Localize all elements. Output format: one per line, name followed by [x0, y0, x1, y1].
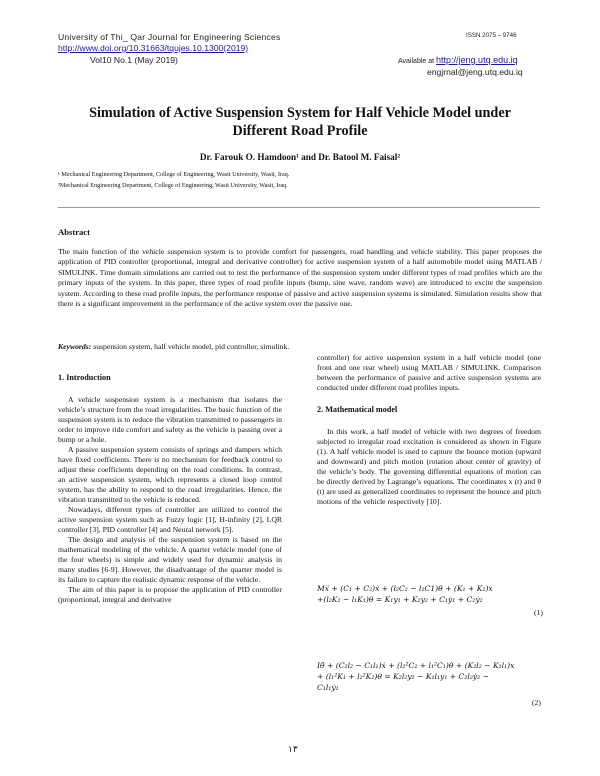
intro-paragraph-4: The design and analysis of the suspension system is based on the mathematical modeling of the vehicle. A quarter vehicle model (one of the four wheels) is simple and widely used for dynamic analysis in many studies [6-9]. However, the disadvantage of the quarter model is its failure to capture the realistic dynamic response of the vehicle.: [58, 535, 282, 584]
intro-paragraph-3: Nowadays, different types of controller are utilized to control the active suspension system such as Fuzzy logic [1], H-infinity [2], LQR controller [3], PID controller [4] and Neural network [5].: [58, 505, 282, 534]
model-paragraph-1: In this work, a half model of vehicle with two degrees of freedom subjected to irregular road excitation is considered as shown in Figure (1). A half vehicle model is used to capture the bounce motion (upward and downward) and pitch motion (rotation about center of gravity) of the vehicle’s body. The governing differential equations of motion can be directly derived by Lagrange’s equations. The coordinates x (t) and θ (t) are used as generalized coordinates to represent the bounce and pitch motions of the vehicle respectively [10].: [317, 427, 541, 506]
keywords: [58, 342, 542, 351]
journal-email: engjrnal@jeng.utq.edu.iq: [427, 67, 523, 77]
equation-1-line-2: +(l₂K₂ − l₁K₁)θ = K₁y₁ + K₂y₂ + C₁ẏ₁ + C₂ẏ₂: [317, 595, 483, 604]
author-list: Dr. Farouk O. Hamdoon¹ and Dr. Batool M. Faisal²: [199, 152, 401, 162]
intro-paragraph-5-continued: controller) for active suspension system in a half vehicle model (one front and one rear wheel) using MATLAB / SIMULINK. Comparison between the performance of passive and active suspension systems are conducted under different road profiles inputs.: [317, 353, 541, 392]
section-2-heading: 2. Mathematical model: [317, 405, 398, 414]
intro-paragraph-2: A passive suspension system consists of springs and dampers which have fixed coefficients. There is no mechanism for feedback control to adjust these coefficients depending on the road conditions. In contrast, an active suspension system, which represents a closed loop control system, has the ability to respond to the road irregularities. Hence, the vibration transmitted to the vehicle is reduced.: [58, 445, 282, 504]
keywords-text: suspension system, half vehicle model, pid controller, simulink.: [91, 342, 290, 351]
equation-2-line-3: C₁l₁ẏ₁: [317, 683, 339, 692]
journal-site-link[interactable]: http://jeng.utq.edu.iq: [436, 55, 518, 65]
intro-paragraph-1: A vehicle suspension system is a mechanism that isolates the vehicle’s structure from the road irregularities. The basic function of the suspension system is to reduce the vibration transmitted to passengers in order to improve ride comfort and safety as the vehicle is passing over a bump or a hole.: [58, 395, 282, 444]
right-column: [317, 353, 541, 507]
equation-1-number: (1): [534, 608, 543, 617]
keywords-label: Keywords:: [58, 342, 92, 351]
left-column: [58, 373, 282, 605]
affiliation-2: ²Mechanical Engineering Department, College of Engineering, Wasit University, Wasit, Iraq.: [58, 182, 288, 189]
available-label: Available at: [398, 58, 435, 65]
equation-2-line-1: Iθ̈ + (C₂l₂ − C₁l₁)ẋ + (l₂²C₂ + l₁²C₁)θ̇ + (K₂l₂ − K₁l₁)x: [317, 661, 515, 670]
section-1-heading: 1. Introduction: [58, 373, 111, 382]
paper-title: Simulation of Active Suspension System for Half Vehicle Model under Different Road Profile: [89, 105, 511, 139]
divider: [58, 207, 540, 208]
journal-name: University of Thi_ Qar Journal for Engineering Sciences: [58, 32, 281, 42]
abstract-heading: Abstract: [58, 227, 90, 237]
intro-paragraph-5: The aim of this paper is to propose the application of PID controller (proportional, integral and derivative: [58, 585, 282, 604]
equation-1-line-1: Mẍ + (C₁ + C₂)ẋ + (l₂C₂ − l₁C1)θ̇ + (K₁ + K₂)x: [317, 584, 493, 593]
equation-1: [317, 583, 543, 605]
doi-link[interactable]: http://www.doi.org/10.31663/tqujes.10.1300(2019): [58, 43, 249, 53]
affiliation-1: ¹ Mechanical Engineering Department, College of Engineering, Wasit University, Wasit, Iraq.: [58, 171, 290, 178]
page-number: ١٣: [288, 745, 298, 755]
equation-2: [317, 660, 543, 693]
abstract-text: The main function of the vehicle suspension system is to provide comfort for passengers, road handling and vehicle stability. This paper proposes the application of PID controller (proportional, integral and derivative controller) for active suspension system of a half automobile model using MATLAB / SIMULINK. Time domain simulations are carried out to test the performance of the suspension system under different types of road profiles which are the primary inputs of the system. In this paper, three types of road profile inputs (bump, sine wave, random wave) are introduced to excite the suspension system. According to these road profile inputs, the performance response of passive and active suspension systems is simulated. Simulation results show that there is a significant improvement in the performance of the active system over the passive one.: [58, 247, 542, 309]
issn: ISSN 2075 – 9746: [466, 32, 517, 39]
equation-2-line-2: + (l₁²K₁ + l₂²K₂)θ = K₂l₂y₂ − K₁l₁y₁ + C₂l₂ẏ₂ −: [317, 672, 489, 681]
availability: [398, 55, 518, 65]
equation-2-number: (2): [532, 698, 541, 707]
volume-info: Vol10 No.1 (May 2019): [90, 55, 178, 65]
